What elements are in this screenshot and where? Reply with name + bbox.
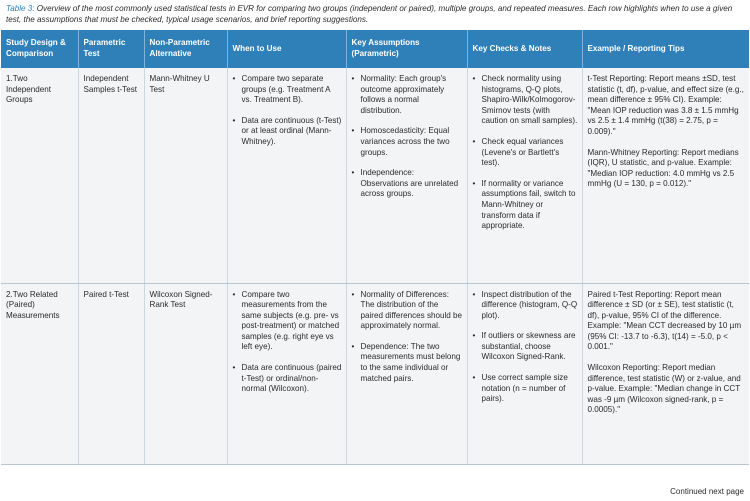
list-item: • Dependence: The two measurements must belong to the same individual or matched pairs. — [352, 342, 463, 384]
table-header-row — [1, 30, 749, 68]
list-item: • Data are continuous (paired t-Test) or ordinal/non-normal (Wilcoxon). — [233, 363, 342, 395]
list-item: • Compare two separate groups (e.g. Treatment A vs. Treatment B). — [233, 74, 342, 106]
reporting-paragraph: Mann-Whitney Reporting: Report medians (IQR), U statistic, and p-value. Example: "Median IOP reduction: 4.0 mmHg vs 2.5 mmHg (U = 130, p = 0.012)." — [587, 147, 739, 189]
table-caption — [6, 3, 744, 25]
reporting-paragraph: t-Test Reporting: Report means ±SD, test statistic (t, df), p-value, and effect size (e.g., mean difference ± 95% CI). Example: "Mean IOP reduction was 3.8 ± 1.5 mmHg vs 2.5 ± 1.4 mmHg (t(38) = 2.75, p = 0.009)." — [587, 74, 744, 136]
cell-when-to-use — [227, 283, 346, 464]
list-item: • Homoscedasticity: Equal variances across the two groups. — [352, 126, 463, 158]
statistical-tests-table — [1, 30, 749, 465]
table-row — [1, 68, 749, 283]
reporting-paragraph: Paired t-Test Reporting: Report mean difference ± SD (or ± SE), test statistic (t, df), p-value, 95% CI of the difference. Example: "Mean CCT decreased by 10 µm (95% CI: -13.7 to -6.3), t(14) = -5.0, p < 0.001." — [587, 289, 742, 352]
cell-checks — [467, 283, 582, 464]
list-item: • Use correct sample size notation (n = number of pairs). — [473, 373, 578, 405]
cell-parametric: Independent Samples t-Test — [78, 68, 144, 283]
header-reporting-tips: Example / Reporting Tips — [582, 30, 749, 68]
list-item: • Check normality using histograms, Q-Q plots, Shapiro-Wilk/Kolmogorov-Smirnov tests (with caution on small samples). — [473, 74, 578, 127]
reporting-paragraph: Wilcoxon Reporting: Report median difference, test statistic (W) or z-value, and p-value. Example: "Median change in CCT was -9 µm (Wilcoxon signed-rank, p = 0.0005)." — [587, 363, 741, 415]
cell-nonparametric: Mann-Whitney U Test — [144, 68, 227, 283]
list-item: • Compare two measurements from the same subjects (e.g. pre- vs post-treatment) or matched samples (e.g. right eye vs left eye). — [233, 290, 342, 354]
cell-reporting — [582, 68, 749, 283]
cell-parametric: Paired t-Test — [78, 283, 144, 464]
cell-design: 1.Two Independent Groups — [1, 68, 78, 283]
header-parametric-test: Parametric Test — [78, 30, 144, 68]
list-item: • If normality or variance assumptions fail, switch to Mann-Whitney or transform data if appropriate. — [473, 179, 578, 232]
caption-label: Table 3: — [6, 4, 35, 13]
header-study-design: Study Design & Comparison — [1, 30, 78, 68]
header-key-checks: Key Checks & Notes — [467, 30, 582, 68]
cell-assumptions — [346, 283, 467, 464]
list-item: • Normality of Differences: The distribution of the paired differences should be approximately normal. — [352, 290, 463, 332]
cell-when-to-use — [227, 68, 346, 283]
header-when-to-use: When to Use — [227, 30, 346, 68]
header-key-assumptions: Key Assumptions (Parametric) — [346, 30, 467, 68]
list-item: • Normality: Each group's outcome approximately follows a normal distribution. — [352, 74, 463, 116]
cell-reporting — [582, 283, 749, 464]
continued-note: Continued next page — [670, 487, 744, 496]
caption-text: Overview of the most commonly used statistical tests in EVR for comparing two groups (independent or paired), multiple groups, and repeated measures. Each row highlights when to use a given test, the assumptions that must be checked, typical usage scenarios, and brief reporting suggestions. — [6, 4, 733, 24]
cell-nonparametric: Wilcoxon Signed-Rank Test — [144, 283, 227, 464]
cell-assumptions — [346, 68, 467, 283]
list-item: • Independence: Observations are unrelated across groups. — [352, 168, 463, 200]
cell-design: 2.Two Related (Paired) Measurements — [1, 283, 78, 464]
list-item: • Inspect distribution of the difference (histogram, Q-Q plot). — [473, 290, 578, 322]
table-row — [1, 283, 749, 464]
list-item: • Check equal variances (Levene's or Bartlett's test). — [473, 137, 578, 169]
list-item: • Data are continuous (t-Test) or at least ordinal (Mann-Whitney). — [233, 116, 342, 148]
cell-checks — [467, 68, 582, 283]
list-item: • If outliers or skewness are substantial, choose Wilcoxon Signed-Rank. — [473, 331, 578, 363]
header-non-parametric: Non-Parametric Alternative — [144, 30, 227, 68]
